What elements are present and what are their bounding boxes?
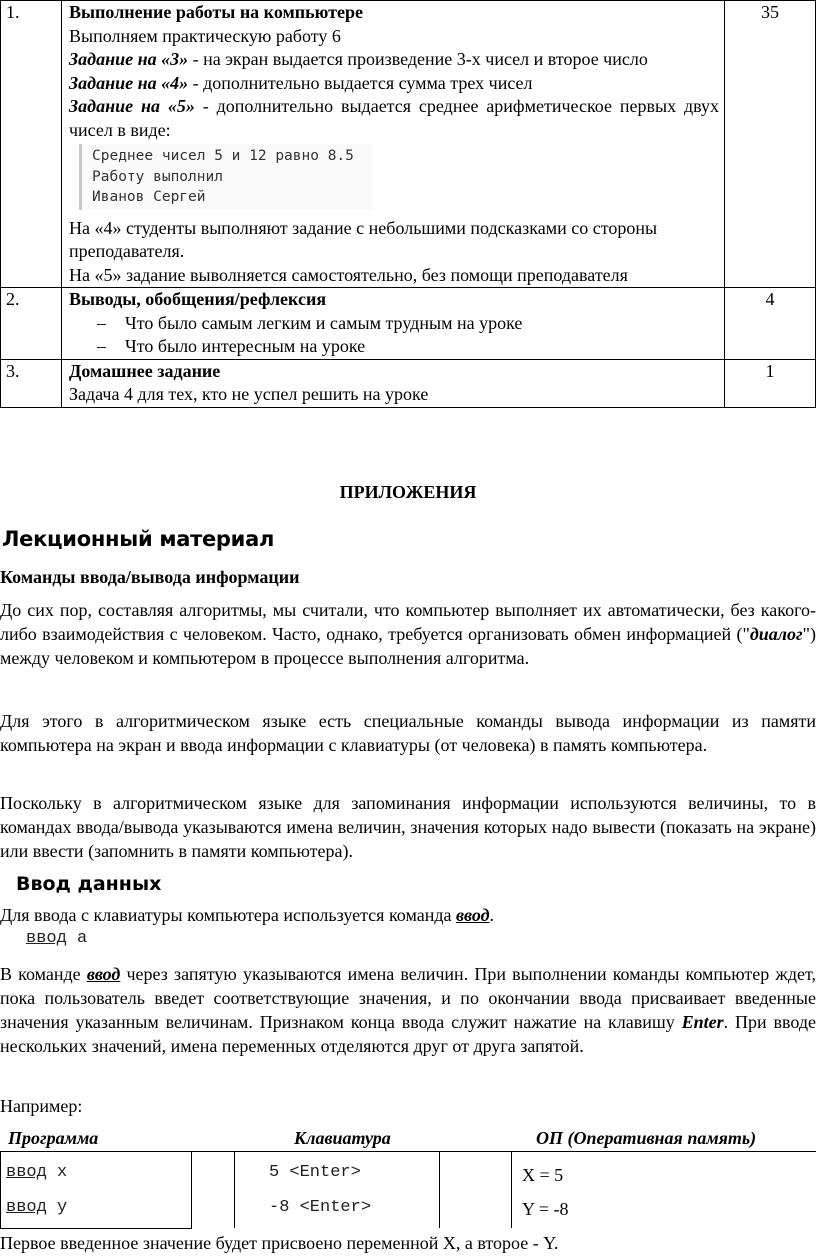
list-item: – Что было самым легким и самым трудным на уроке <box>69 312 719 336</box>
row-content <box>62 288 725 360</box>
program-box <box>0 1151 192 1229</box>
task-5: Задание на «5» - дополнительно выдается среднее арифметическое первых двух чисел в виде: <box>69 96 720 140</box>
console-line: Среднее чисел 5 и 12 равно 8.5 <box>92 148 354 164</box>
table-row <box>1 359 816 407</box>
memory-line: Y = -8 <box>522 1199 569 1219</box>
row-number: 2. <box>1 288 62 360</box>
row-title: Выводы, обобщения/рефлексия <box>69 289 327 309</box>
row-title: Выполнение работы на компьютере <box>69 2 363 22</box>
table-row <box>1 1 816 288</box>
io-heading: Команды ввода/вывода информации <box>0 567 300 587</box>
memory-line: X = 5 <box>522 1165 564 1185</box>
row-minutes: 35 <box>725 1 816 288</box>
row-number: 3. <box>1 359 62 407</box>
paragraph-input-details: В команде ввод через запятую указываются имена величин. При выполнении команды компьютер ждет, пока пользователь введет соответствующие значения, и по окончании ввода присваивает введенные значения указанным величинам. Признаком конца ввода служит нажатие на клавишу Enter. При вводе нескольких значений, имена переменных отделяются друг от друга запятой. <box>0 964 816 1056</box>
task-4: Задание на «4» - дополнительно выдается сумма трех чисел <box>69 72 533 93</box>
keyboard-box <box>234 1151 440 1228</box>
memory-box <box>511 1151 816 1228</box>
keyboard-line: 5 <Enter> <box>269 1163 361 1182</box>
row-content <box>62 1 725 288</box>
console-line: Работу выполнил <box>92 168 223 185</box>
row-title: Домашнее задание <box>69 360 221 381</box>
note-grade-5: На «5» задание выволняется самостоятельно, без помощи преподавателя <box>69 264 628 285</box>
lecture-heading: Лекционный материал <box>2 527 275 551</box>
dash-bullet: – <box>97 336 106 356</box>
row-content <box>62 359 725 407</box>
example-label: Например: <box>0 1096 83 1116</box>
row-subtitle: Выполняем практическую работу 6 <box>69 25 341 46</box>
row-minutes: 1 <box>725 359 816 407</box>
paragraph-input-command: Для ввода с клавиатуры компьютера используется команда ввод. <box>0 905 495 925</box>
paragraph-commands: Для этого в алгоритмическом языке есть специальные команды вывода информации из памяти компьютера на экран и ввода информации с клавиатуры (от человека) в память компьютера. <box>0 711 816 755</box>
final-sentence: Первое введенное значение будет присвоено переменной X, а второе - Y. <box>0 1233 559 1253</box>
header-memory: ОП (Оперативная память) <box>536 1128 757 1148</box>
header-keyboard: Клавиатура <box>294 1128 391 1148</box>
lesson-plan-table <box>0 0 816 408</box>
keyboard-line: -8 <Enter> <box>269 1198 372 1217</box>
task-3: Задание на «3» - на экран выдается произведение 3-х чисел и второе число <box>69 49 648 69</box>
paragraph-variables: Поскольку в алгоритмическом языке для запоминания информации используются величины, то в командах ввода/вывода указываются имена величин, значения которых надо вывести (показать на экране) или ввести (запомнить в памяти компьютера). <box>0 793 816 861</box>
code-example: ввод a <box>26 929 88 948</box>
row-text: Задача 4 для тех, кто не успел решить на уроке <box>69 384 429 404</box>
console-output-image <box>79 144 372 210</box>
header-program: Программа <box>8 1128 99 1148</box>
row-minutes: 4 <box>725 288 816 360</box>
program-line: ввод y <box>6 1198 68 1217</box>
console-line: Иванов Сергей <box>92 189 206 205</box>
dash-bullet: – <box>97 312 106 333</box>
row-number: 1. <box>1 1 62 288</box>
appendix-title: ПРИЛОЖЕНИЯ <box>339 482 477 502</box>
program-line: ввод x <box>6 1163 68 1182</box>
table-row <box>1 288 816 360</box>
paragraph-intro: До сих пор, составляя алгоритмы, мы считали, что компьютер выполняет их автоматически, без какого-либо взаимодействия с человеком. Часто, однако, требуется организовать обмен информацией ("диалог") между человеком и компьютером в процессе выполнения алгоритма. <box>0 600 816 668</box>
input-heading: Ввод данных <box>16 873 162 895</box>
note-grade-4: На «4» студенты выполняют задание с небольшими подсказками со стороны преподавателя. <box>69 217 658 261</box>
list-item: – Что было интересным на уроке <box>69 335 719 359</box>
